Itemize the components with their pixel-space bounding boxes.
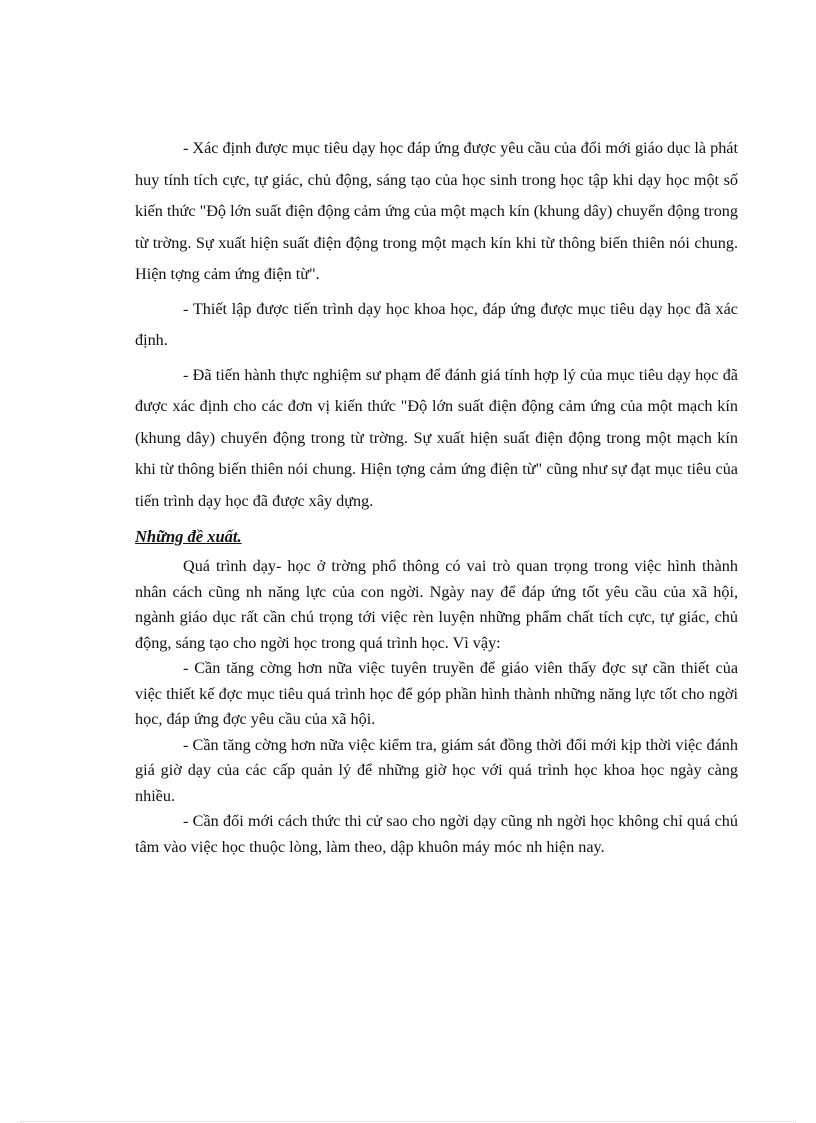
paragraph-proposal-2: - Cần tăng cờng hơn nữa việc kiểm tra, giám sát đồng thời đổi mới kịp thời việc đánh giá giờ dạy của các cấp quản lý để những giờ học với quá trình học khoa học ngày càng nhiều. [135,735,738,805]
section-heading-proposals: Những đề xuất. [135,527,242,546]
paragraph-objectives: - Xác định được mục tiêu dạy học đáp ứng được yêu cầu của đổi mới giáo dục là phát huy tính tích cực, tự giác, chủ động, sáng tạo của học sinh trong học tập khi dạy học một số kiến thức "Độ lớn suất điện động cảm ứng của một mạch kín (khung dây) chuyển động trong từ trờng. Sự xuất hiện suất điện động trong một mạch kín khi từ thông biến thiên nói chung. Hiện tợng cảm ứng điện từ". [135,139,738,283]
page-bottom-divider [20,1121,796,1122]
paragraph-intro: Quá trình dạy- học ở trờng phổ thông có vai trò quan trọng trong việc hình thành nhân cách cũng nh năng lực của con ngời. Ngày nay để đáp ứng tốt yêu cầu của xã hội, ngành giáo dục rất cần chú trọng tới việc rèn luyện những phẩm chất tích cực, tự giác, chủ động, sáng tạo cho ngời học trong quá trình học. Vì vậy: [135,557,738,652]
document-page [135,133,738,860]
paragraph-proposal-1: - Cần tăng cờng hơn nữa việc tuyên truyền để giáo viên thấy đợc sự cần thiết của việc thiết kế đợc mục tiêu quá trình học để góp phần hình thành những năng lực tốt cho ngời học, đáp ứng đợc yêu cầu của xã hội. [135,659,738,728]
paragraph-teaching-process: - Thiết lập được tiến trình dạy học khoa học, đáp ứng được mục tiêu dạy học đã xác định. [135,299,738,349]
paragraph-experiment: - Đã tiến hành thực nghiệm sư phạm để đánh giá tính hợp lý của mục tiêu dạy học đã được xác định cho các đơn vị kiến thức "Độ lớn suất điện động cảm ứng của một mạch kín (khung dây) chuyển động trong từ trờng. Sự xuất hiện suất điện động trong một mạch kín khi từ thông biến thiên nói chung. Hiện tợng cảm ứng điện từ" cũng như sự đạt mục tiêu của tiến trình dạy học đã được xây dựng. [135,365,738,510]
paragraph-proposal-3: - Cần đổi mới cách thức thi cử sao cho ngời dạy cũng nh ngời học không chỉ quá chú tâm vào việc học thuộc lòng, làm theo, dập khuôn máy móc nh hiện nay. [135,812,738,856]
